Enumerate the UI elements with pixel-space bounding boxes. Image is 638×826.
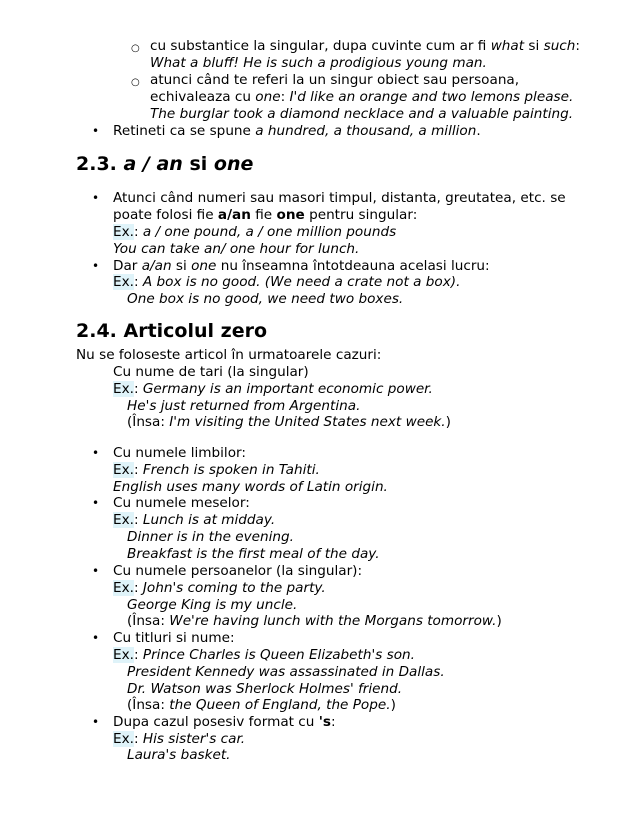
example-text: Dinner is in the evening. [127, 529, 295, 545]
text: (Însa: [127, 697, 170, 713]
text: echivaleaza cu [150, 89, 256, 105]
example-text: The burglar took a diamond necklace and a valuable painting. [150, 106, 574, 122]
circle-bullet-icon: ○ [131, 43, 140, 54]
s24-case-2-example-2 [113, 479, 388, 496]
example-text: I'm visiting the United States next week. [169, 414, 446, 430]
s24-case-5-example-2 [127, 664, 445, 681]
example-text: What a bluff! He is such a prodigious young man. [150, 55, 487, 71]
s24-case-2: Cu numele limbilor: [113, 445, 246, 461]
example-label: Ex. [113, 462, 134, 478]
s24-case-4-example-3 [127, 613, 502, 630]
example-text: I'd like an orange and two lemons please. [289, 89, 574, 105]
s23-bullet-1-line-2 [113, 207, 417, 224]
text: cu substantice la singular, dupa cuvinte cum ar fi [150, 38, 491, 54]
text: poate folosi fie [113, 207, 218, 223]
s24-case-6-example-1 [113, 731, 245, 748]
s24-case-5-example-1 [113, 647, 415, 664]
italic-term: one [191, 258, 217, 274]
example-text: He's just returned from Argentina. [127, 398, 361, 414]
s24-case-3-example-1 [113, 512, 275, 529]
text: fie [250, 207, 277, 223]
section-2-4-heading: 2.4. Articolul zero [76, 320, 268, 342]
text: Retineti ca se spune [113, 123, 256, 139]
text: si [171, 258, 192, 274]
s23-bullet-2-example-1 [113, 274, 460, 291]
s24-case-5-example-4 [127, 697, 396, 714]
s23-bullet-2-line-1 [113, 258, 490, 275]
s23-bullet-2-example-2 [127, 291, 403, 308]
sub-item-1-example [150, 55, 487, 72]
bullet-icon: • [92, 446, 100, 460]
bullet-icon: • [92, 259, 100, 273]
example-text: English uses many words of Latin origin. [113, 479, 388, 495]
bullet-icon: • [92, 124, 100, 138]
bullet-icon: • [92, 715, 100, 729]
s24-case-6-example-2 [127, 747, 231, 764]
s24-case-1: Cu nume de tari (la singular) [113, 364, 309, 380]
bullet-icon: • [92, 631, 100, 645]
example-text: French is spoken in Tahiti. [138, 462, 320, 478]
example-text: Germany is an important economic power. [138, 381, 433, 397]
text: nu înseamna întotdeauna acelasi lucru: [216, 258, 490, 274]
italic-term: one [255, 89, 281, 105]
s24-case-2-example-1 [113, 462, 320, 479]
s23-bullet-1-example-1 [113, 224, 396, 241]
example-label: Ex. [113, 274, 134, 290]
s24-case-4: Cu numele persoanelor (la singular): [113, 563, 363, 579]
example-text: One box is no good, we need two boxes. [127, 291, 404, 307]
text: : [133, 647, 139, 663]
s24-case-1-example-1 [113, 381, 433, 398]
text: (Însa: [127, 414, 170, 430]
s24-case-5-example-3 [127, 681, 402, 698]
text: : [133, 224, 139, 240]
example-text: A box is no good. (We need a crate not a box). [138, 274, 461, 290]
text: : [133, 512, 139, 528]
sub-item-2-line-1: atunci când te referi la un singur obiect sau persoana, [150, 72, 520, 88]
example-label: Ex. [113, 512, 134, 528]
example-text: Dr. Watson was Sherlock Holmes' friend. [127, 681, 403, 697]
bullet-icon: • [92, 496, 100, 510]
example-text: a / one pound, a / one million pounds [138, 224, 397, 240]
bold-term: one [276, 207, 305, 223]
section-2-3-heading [76, 153, 253, 175]
s24-case-1-example-3 [127, 414, 451, 431]
example-text: George King is my uncle. [127, 597, 298, 613]
text: si [524, 38, 544, 54]
example-text: We're having lunch with the Morgans tomorrow. [169, 613, 497, 629]
text: : [133, 274, 139, 290]
example-label: Ex. [113, 381, 134, 397]
text: : [133, 580, 139, 596]
sub-item-1-line-1 [150, 38, 580, 55]
text: pentru singular: [304, 207, 418, 223]
bullet-retineti [113, 123, 481, 140]
heading-term: one [213, 153, 254, 175]
example-text: Lunch is at midday. [138, 512, 276, 528]
bullet-icon: • [92, 191, 100, 205]
example-label: Ex. [113, 224, 134, 240]
s24-case-1-example-2 [127, 398, 360, 415]
example-text: Prince Charles is Queen Elizabeth's son. [138, 647, 415, 663]
s24-case-3: Cu numele meselor: [113, 495, 250, 511]
italic-term: such [543, 38, 576, 54]
example-text: John's coming to the party. [138, 580, 326, 596]
s23-bullet-1-line-1: Atunci când numeri sau masori timpul, distanta, greutatea, etc. se [113, 190, 566, 206]
s23-bullet-1-example-2 [113, 241, 359, 258]
bold-term: a/an [217, 207, 251, 223]
example-label: Ex. [113, 731, 134, 747]
text: ) [445, 414, 451, 430]
text: (Însa: [127, 613, 170, 629]
s24-intro: Nu se foloseste articol în urmatoarele cazuri: [76, 347, 382, 363]
s24-case-4-example-2 [127, 597, 297, 614]
italic-term: a hundred, a thousand, a million [255, 123, 477, 139]
s24-case-3-example-3 [127, 546, 380, 563]
example-text: You can take an/ one hour for lunch. [113, 241, 360, 257]
text: Dar [113, 258, 142, 274]
sub-item-2-line-2 [150, 89, 573, 106]
italic-term: what [490, 38, 525, 54]
text: . [476, 123, 481, 139]
text: ) [496, 613, 502, 629]
bullet-icon: • [92, 564, 100, 578]
example-label: Ex. [113, 580, 134, 596]
s24-case-6 [113, 714, 336, 731]
heading-term: a / an [123, 153, 183, 175]
example-label: Ex. [113, 647, 134, 663]
heading-number: 2.3. [76, 153, 124, 175]
text: Dupa cazul posesiv format cu [113, 714, 319, 730]
s24-case-3-example-2 [127, 529, 294, 546]
text: : [280, 89, 290, 105]
example-text: His sister's car. [138, 731, 246, 747]
circle-bullet-icon: ○ [131, 77, 140, 88]
bold-term: 's [318, 714, 331, 730]
example-text: Laura's basket. [127, 747, 231, 763]
text: : [133, 731, 139, 747]
heading-text: si [182, 153, 214, 175]
text: : [133, 381, 139, 397]
text: : [575, 38, 580, 54]
text: : [330, 714, 336, 730]
sub-item-2-line-3 [150, 106, 573, 123]
example-text: Breakfast is the first meal of the day. [127, 546, 380, 562]
s24-case-5: Cu titluri si nume: [113, 630, 235, 646]
italic-term: a/an [141, 258, 172, 274]
example-text: President Kennedy was assassinated in Dallas. [127, 664, 445, 680]
text: : [133, 462, 139, 478]
example-text: the Queen of England, the Pope. [169, 697, 391, 713]
text: ) [390, 697, 396, 713]
s24-case-4-example-1 [113, 580, 326, 597]
